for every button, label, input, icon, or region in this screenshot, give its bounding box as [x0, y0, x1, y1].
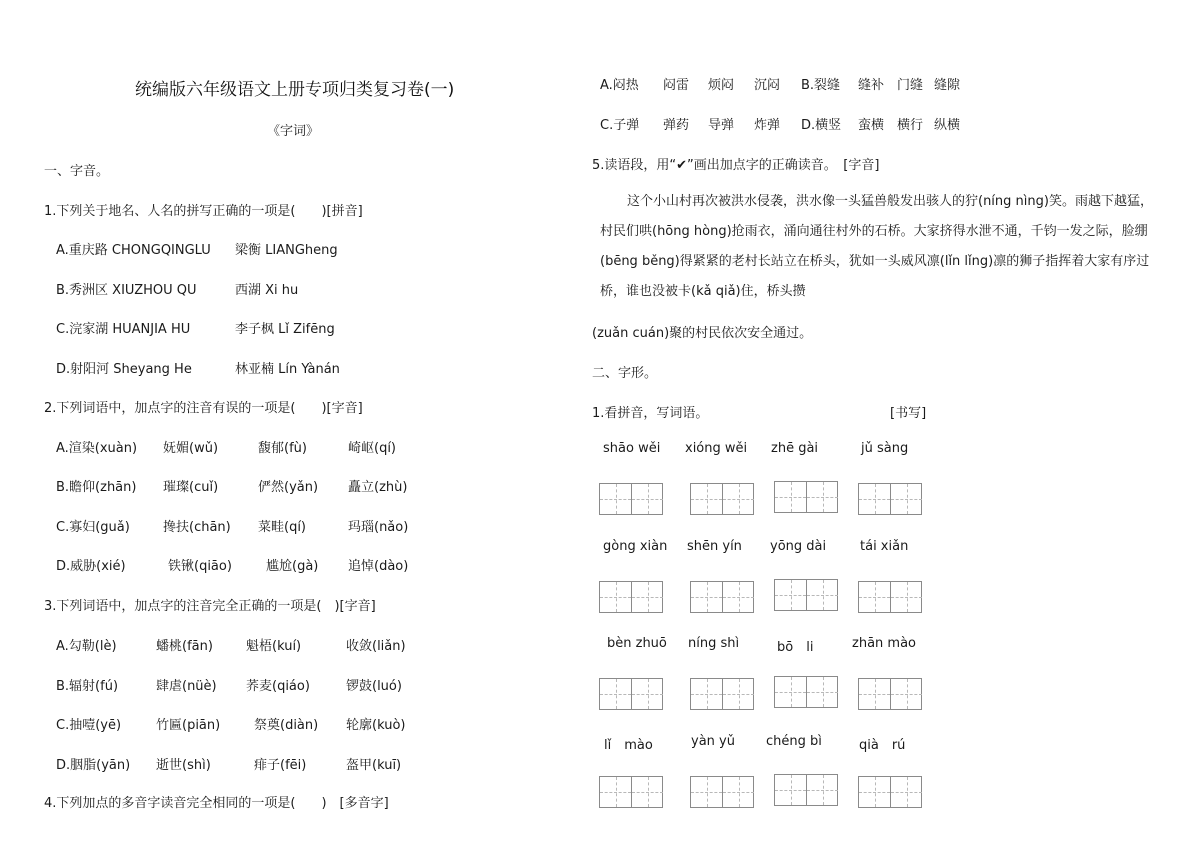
option-place-name: A.重庆路 CHONGQINGLU — [56, 243, 211, 258]
option-word: 妩媚(wǔ) — [163, 441, 219, 456]
option-word: 璀璨(cuǐ) — [163, 480, 219, 495]
option-word: 盔甲(kuī) — [346, 758, 402, 773]
option-word: 矗立(zhù) — [348, 480, 408, 495]
option-word: 导弹 — [708, 118, 735, 133]
option-word: 荞麦(qiáo) — [246, 679, 310, 694]
pinyin-label: chéng bì — [766, 734, 822, 749]
option-word: 门缝 — [897, 78, 924, 93]
pinyin-label: zhē gài — [771, 441, 819, 456]
option-word: 炸弹 — [754, 118, 781, 133]
writing-grid[interactable] — [774, 676, 838, 708]
pinyin-label: qià rú — [859, 738, 906, 753]
pinyin-label: bèn zhuō — [607, 636, 667, 651]
option-word: D.威胁(xié) — [56, 559, 126, 574]
section-heading-character-form: 二、字形。 — [592, 366, 658, 381]
pinyin-label: xióng wěi — [685, 441, 748, 456]
writing-grid[interactable] — [858, 581, 922, 613]
reading-passage: 这个小山村再次被洪水侵袭，洪水像一头猛兽般发出骇人的狞(níng nìng)笑。雨越下越猛，村民们哄(hōng hòng)抢雨衣，涌向通往村外的石桥。大家挤得水泄不通，千钧一发之际，脸绷(bēng běng)得紧紧的老村长站立在桥头，犹如一头威风凛(lǐn lǐng)凛的狮子指挥着大家有序过桥，谁也没被卡(kǎ qiǎ)住，桥头攒 — [600, 194, 1153, 299]
option-word: B.辐射(fú) — [56, 679, 119, 694]
reading-passage-end: (zuǎn cuán)聚的村民依次安全通过。 — [592, 326, 813, 341]
writing-grid[interactable] — [690, 483, 754, 515]
option-word: 搀扶(chān) — [163, 520, 231, 535]
option-word: 蛮横 — [858, 118, 885, 133]
question-5-stem: 5.读语段，用“✔”画出加点字的正确读音。 [字音] — [592, 158, 880, 173]
question-3-stem: 3.下列词语中，加点字的注音完全正确的一项是( )[字音] — [44, 599, 376, 614]
option-word: 菜畦(qí) — [258, 520, 307, 535]
option-word: 横行 — [897, 118, 924, 133]
option-word: 缝隙 — [934, 78, 961, 93]
option-word: 铁锹(qiāo) — [168, 559, 232, 574]
option-word: 轮廓(kuò) — [346, 718, 406, 733]
option-word: A.闷热 — [600, 78, 639, 93]
option-word: D.胭脂(yān) — [56, 758, 131, 773]
writing-grid[interactable] — [858, 483, 922, 515]
section-heading-pronunciation: 一、字音。 — [44, 164, 110, 179]
option-word: A.渲染(xuàn) — [56, 441, 138, 456]
pinyin-label: zhān mào — [852, 636, 916, 651]
option-word: 锣鼓(luó) — [346, 679, 402, 694]
option-word: C.寡妇(guǎ) — [56, 520, 130, 535]
option-word: 闷雷 — [663, 78, 690, 93]
writing-grid[interactable] — [690, 776, 754, 808]
option-word: 崎岖(qí) — [348, 441, 397, 456]
question-2-stem: 2.下列词语中，加点字的注音有误的一项是( )[字音] — [44, 401, 363, 416]
writing-grid[interactable] — [858, 678, 922, 710]
option-word: 收敛(liǎn) — [346, 639, 406, 654]
option-word: 馥郁(fù) — [258, 441, 307, 456]
writing-grid[interactable] — [690, 581, 754, 613]
option-word: 肆虐(nüè) — [156, 679, 217, 694]
option-person-name: 林亚楠 Lín Yànán — [235, 362, 340, 377]
option-word: 烦闷 — [708, 78, 735, 93]
pinyin-label: gòng xiàn — [603, 539, 668, 554]
option-person-name: 李子枫 Lǐ Zifēng — [235, 322, 335, 337]
option-word: 尴尬(gà) — [266, 559, 319, 574]
option-word: 俨然(yǎn) — [258, 480, 319, 495]
option-person-name: 西湖 Xi hu — [235, 283, 299, 298]
option-word: A.勾勒(lè) — [56, 639, 117, 654]
writing-grid[interactable] — [858, 776, 922, 808]
option-word: D.横竖 — [801, 118, 842, 133]
pinyin-label: tái xiǎn — [860, 539, 909, 554]
option-place-name: D.射阳河 Sheyang He — [56, 362, 192, 377]
pinyin-label: yōng dài — [770, 539, 827, 554]
pinyin-label: shēn yín — [687, 539, 742, 554]
option-word: 魁梧(kuí) — [246, 639, 302, 654]
option-person-name: 梁衡 LIANGheng — [235, 243, 338, 258]
pinyin-label: shāo wěi — [603, 441, 661, 456]
writing-grid[interactable] — [599, 483, 663, 515]
option-word: 沉闷 — [754, 78, 781, 93]
option-place-name: C.浣家湖 HUANJIA HU — [56, 322, 191, 337]
pinyin-label: níng shì — [688, 636, 740, 651]
option-word: 缝补 — [858, 78, 885, 93]
writing-grid[interactable] — [690, 678, 754, 710]
writing-grid[interactable] — [774, 774, 838, 806]
pinyin-label: lǐ mào — [604, 738, 653, 753]
pinyin-label: jǔ sàng — [861, 441, 909, 456]
option-word: 竹匾(piān) — [156, 718, 221, 733]
option-word: B.裂缝 — [801, 78, 841, 93]
question-1-stem: 1.下列关于地名、人名的拼写正确的一项是( )[拼音] — [44, 204, 363, 219]
writing-grid[interactable] — [774, 579, 838, 611]
option-word: 蟠桃(fān) — [156, 639, 213, 654]
option-word: 纵横 — [934, 118, 961, 133]
option-word: B.瞻仰(zhān) — [56, 480, 137, 495]
pinyin-label: yàn yǔ — [691, 734, 735, 749]
option-word: 玛瑙(nǎo) — [348, 520, 409, 535]
writing-grid[interactable] — [599, 581, 663, 613]
option-word: 逝世(shì) — [156, 758, 211, 773]
question-4-stem: 4.下列加点的多音字读音完全相同的一项是( ) [多音字] — [44, 796, 389, 811]
writing-grid[interactable] — [599, 678, 663, 710]
option-word: 追悼(dào) — [348, 559, 409, 574]
pinyin-label: bō li — [777, 640, 814, 655]
writing-grid[interactable] — [774, 481, 838, 513]
option-word: 弹药 — [663, 118, 690, 133]
option-word: 祭奠(diàn) — [254, 718, 319, 733]
option-place-name: B.秀洲区 XIUZHOU QU — [56, 283, 197, 298]
writing-question-stem: 1.看拼音，写词语。 — [592, 406, 709, 421]
page-title: 统编版六年级语文上册专项归类复习卷(一) — [135, 80, 455, 100]
option-word: C.子弹 — [600, 118, 640, 133]
option-word: C.抽噎(yē) — [56, 718, 122, 733]
writing-grid[interactable] — [599, 776, 663, 808]
page-subtitle: 《字词》 — [267, 124, 320, 139]
option-word: 痱子(fēi) — [254, 758, 307, 773]
writing-question-tag: [书写] — [890, 406, 927, 421]
